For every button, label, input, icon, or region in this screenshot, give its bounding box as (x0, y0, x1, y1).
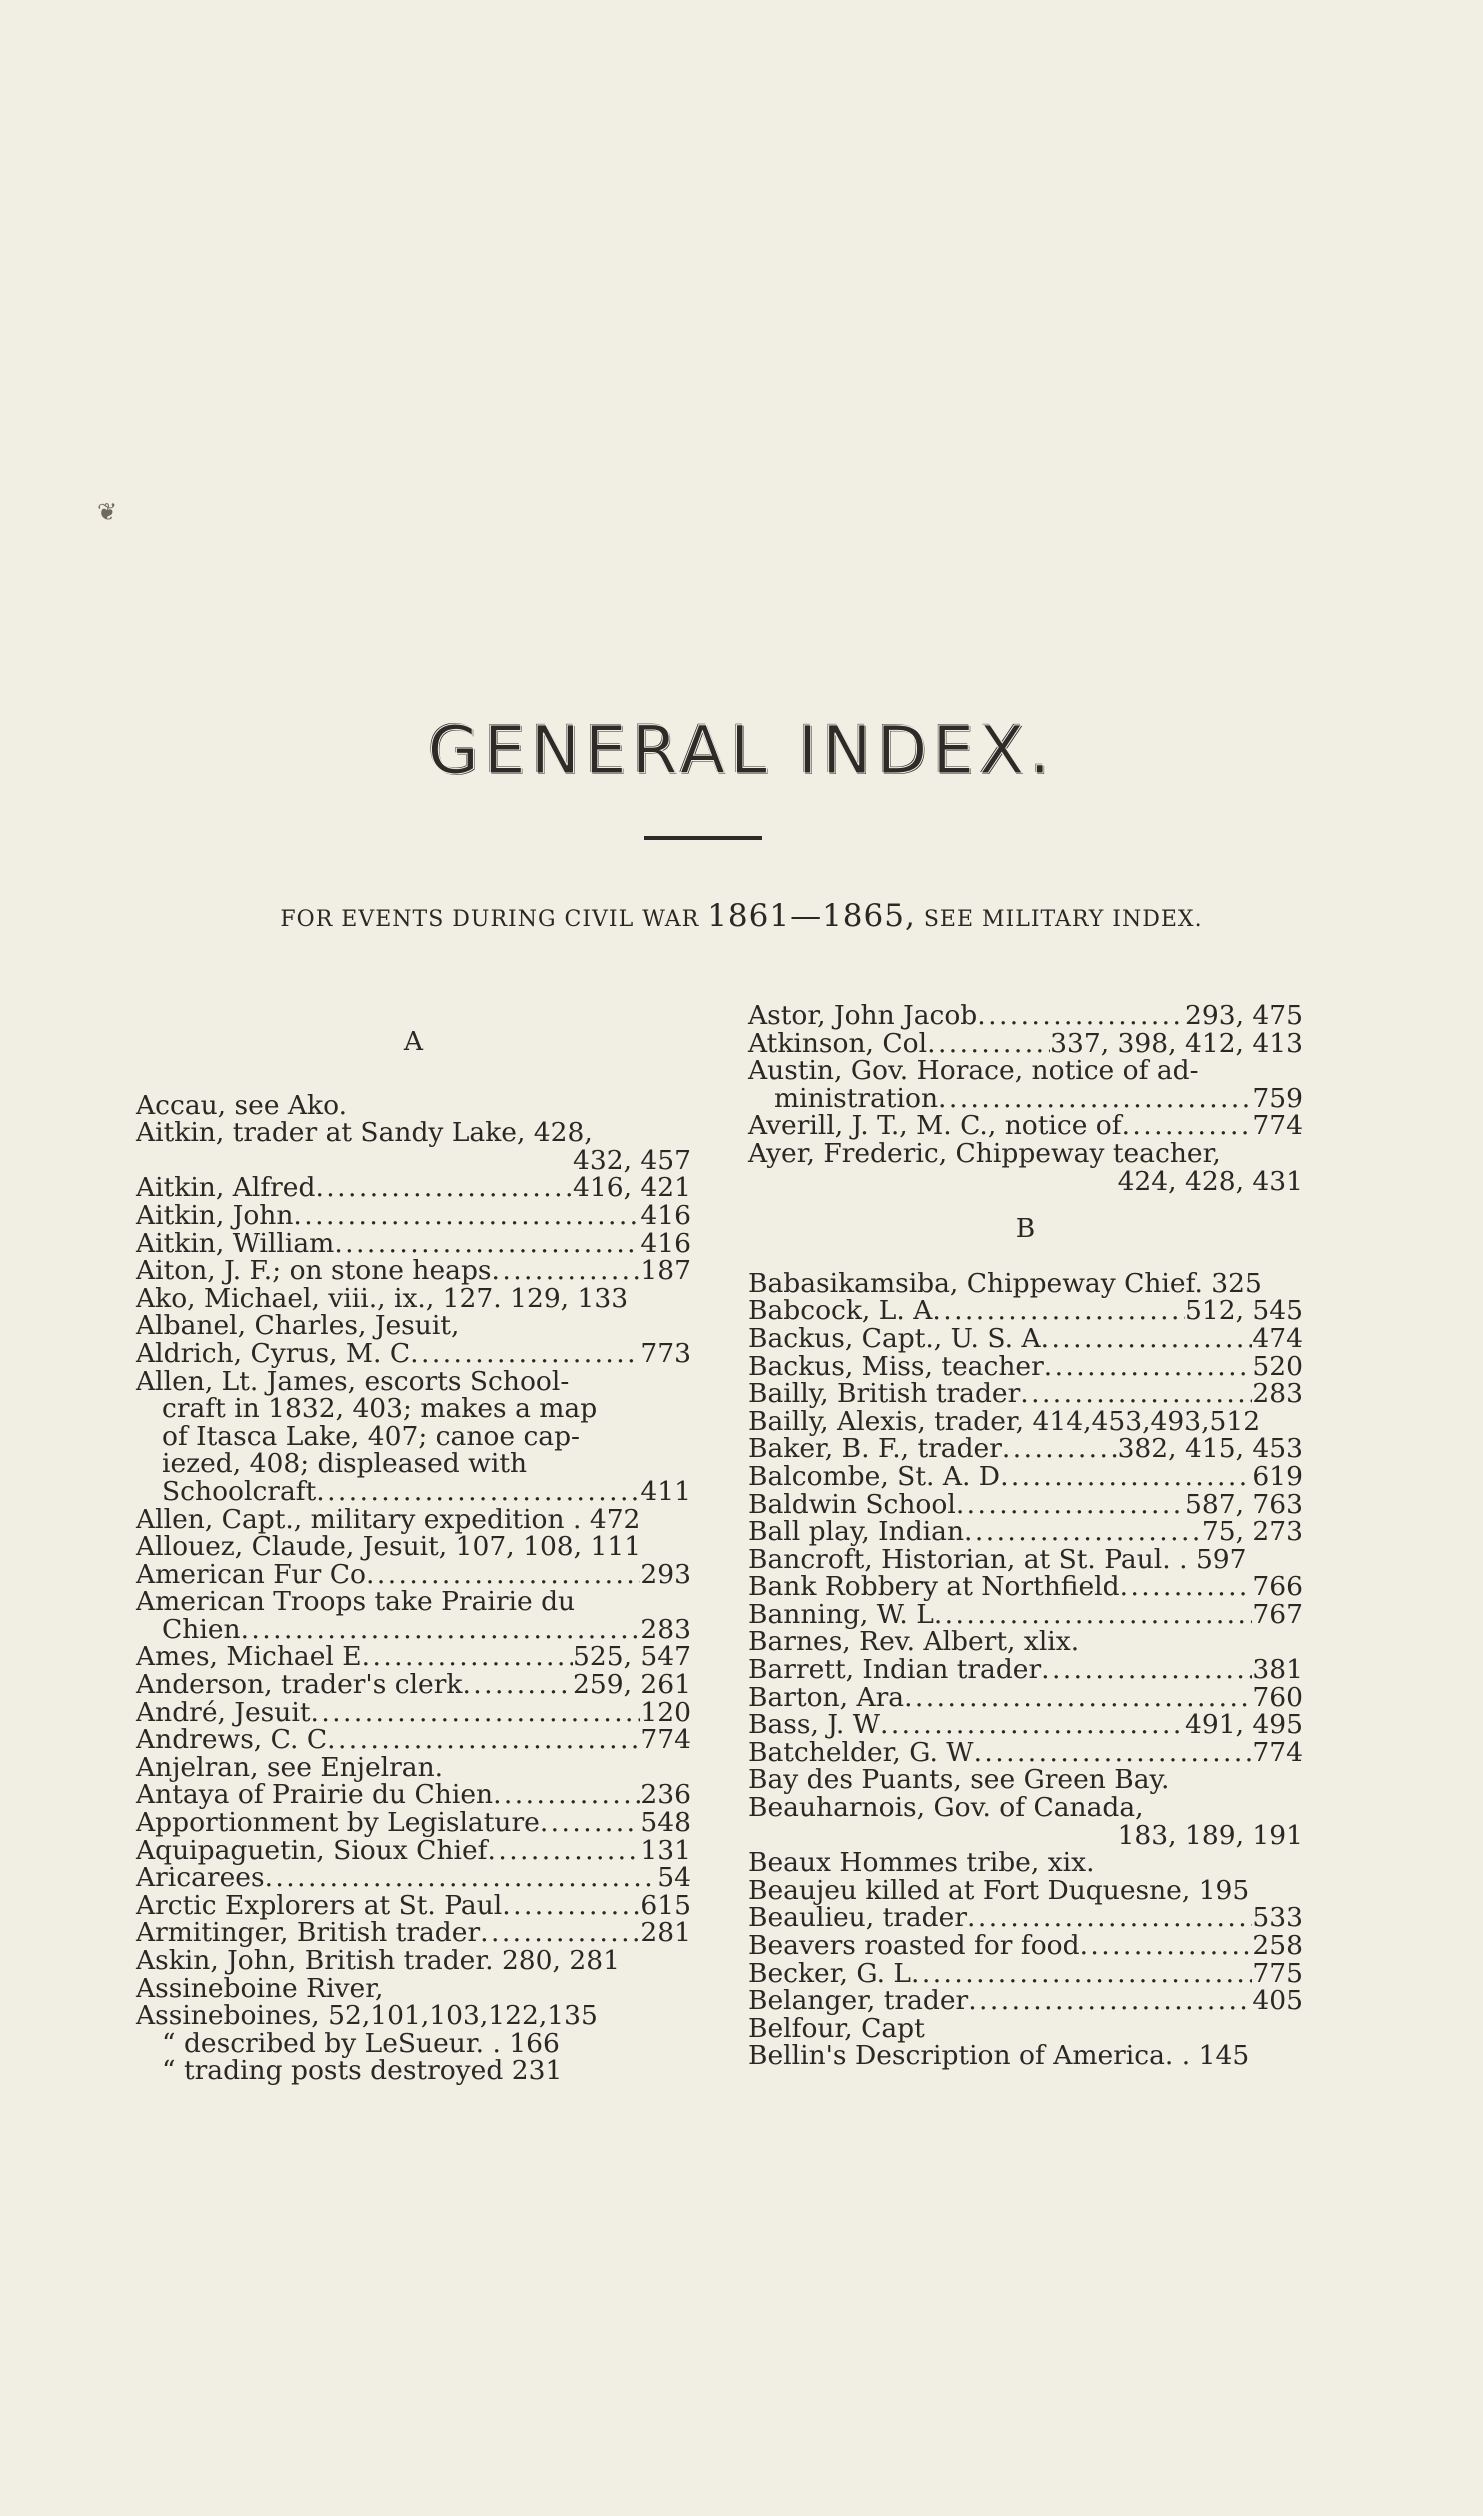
entry-pages: 337, 398, 412, 413 (1050, 1027, 1303, 1059)
index-entry (136, 1781, 691, 1809)
entry-pages: 759 (1252, 1082, 1303, 1114)
index-entry (748, 1002, 1303, 1030)
index-entry (748, 1932, 1303, 1960)
entry-term: Backus, Capt., U. S. A (748, 1322, 1041, 1354)
dot-leader (1002, 1435, 1118, 1463)
entry-term: André, Jesuit (136, 1696, 311, 1728)
dot-leader (362, 1643, 573, 1671)
entry-term: Apportionment by Legislature (136, 1807, 540, 1839)
entry-term: Aiton, J. F.; on stone heaps (136, 1255, 492, 1287)
dot-leader (932, 1297, 1185, 1325)
dot-leader (1080, 1932, 1253, 1960)
dot-leader (1020, 1380, 1252, 1408)
dot-leader (315, 1174, 573, 1202)
entry-list (748, 1002, 1303, 1195)
index-entry (748, 1380, 1303, 1408)
entry-pages: 259, 261 (572, 1669, 691, 1701)
dot-leader (480, 1919, 640, 1947)
dot-leader (956, 1491, 1185, 1519)
index-entry: Bancroft, Historian, at St. Paul. . 597 (748, 1543, 1247, 1575)
entry-term: Beaulieu, trader (748, 1902, 968, 1934)
entry-pages: 131 (640, 1834, 691, 1866)
entry-term: Armitinger, British trader (136, 1917, 481, 1949)
note-prefix: FOR EVENTS DURING CIVIL WAR (280, 907, 700, 932)
ornament-mark: ❦ (97, 498, 118, 526)
dot-leader (1044, 1353, 1253, 1381)
entry-term: Bass, J. W (748, 1709, 880, 1741)
entry-term: Ball play, Indian (748, 1516, 965, 1548)
entry-term: Banning, W. L (748, 1598, 934, 1630)
index-entry: Babasikamsiba, Chippeway Chief. 325 (748, 1267, 1262, 1299)
entry-pages: 281 (640, 1917, 691, 1949)
index-entry (136, 1643, 691, 1671)
index-entry (748, 1488, 1303, 1520)
dot-leader (904, 1684, 1252, 1712)
dot-leader (974, 1739, 1253, 1767)
entry-pages: 416 (640, 1227, 691, 1259)
dot-leader (934, 1601, 1253, 1629)
entry-term: Baldwin School (748, 1488, 956, 1520)
note-years: 1861—1865, (707, 898, 916, 934)
title-rule (644, 836, 762, 840)
entry-term: Aitkin, William (136, 1227, 335, 1259)
index-entry (136, 1889, 691, 1921)
entry-pages: 258 (1252, 1930, 1303, 1961)
entry-pages: 416, 421 (572, 1172, 691, 1204)
index-entry: Belfour, Capt (748, 2012, 925, 2044)
entry-term: Bailly, British trader (748, 1378, 1021, 1410)
index-entry (136, 1919, 691, 1947)
entry-pages: 774 (1252, 1736, 1303, 1768)
entry-term: Batchelder, G. W (748, 1736, 974, 1768)
index-entry (748, 1904, 1303, 1932)
index-entry (748, 1435, 1303, 1463)
index-entry: Albanel, Charles, Jesuit, (136, 1310, 460, 1342)
entry-pages: 587, 763 (1184, 1488, 1303, 1520)
entry-list (748, 1267, 1303, 2072)
index-entry: Bellin's Description of America. . 145 (748, 2040, 1250, 2072)
index-entry: Aitkin, trader at Sandy Lake, 428, (136, 1117, 593, 1149)
dot-leader (1000, 1463, 1252, 1491)
entry-term: Becker, G. L (748, 1957, 912, 1989)
index-entry (136, 1834, 691, 1866)
entry-pages: 773 (640, 1337, 691, 1369)
entry-term: Aitkin, John (136, 1199, 294, 1231)
dot-leader (1041, 1325, 1253, 1353)
entry-list (136, 1089, 691, 2087)
index-entry (748, 1681, 1303, 1713)
index-entry: iezed, 408; displeased with (162, 1448, 528, 1480)
index-entry: Bailly, Alexis, trader, 414,453,493,512 (748, 1405, 1261, 1437)
entry-term: Barton, Ara (748, 1681, 905, 1713)
entry-pages: 283 (1252, 1378, 1303, 1410)
entry-pages: 405 (1252, 1985, 1303, 2017)
index-entry: Ayer, Frederic, Chippeway teacher, (748, 1137, 1221, 1169)
index-entry (136, 1613, 691, 1645)
entry-term: Beavers roasted for food (748, 1930, 1080, 1961)
index-entry (748, 1112, 1303, 1140)
index-entry (748, 1460, 1303, 1492)
index-entry (136, 1809, 691, 1837)
entry-term: Schoolcraft (162, 1475, 317, 1507)
index-entry (136, 1257, 691, 1285)
entry-pages: 187 (640, 1255, 691, 1287)
index-entry: American Troops take Prairie du (136, 1586, 576, 1618)
entry-term: Aitkin, Alfred (136, 1172, 316, 1204)
index-entry: Allen, Lt. James, escorts School- (136, 1365, 570, 1397)
entry-pages: 75, 273 (1201, 1516, 1303, 1548)
dot-leader (265, 1864, 658, 1892)
entry-pages: 766 (1252, 1571, 1303, 1603)
index-entry: Assineboine River, (136, 1972, 384, 2004)
entry-term: ministration (774, 1082, 939, 1114)
index-entry: Askin, John, British trader. 280, 281 (136, 1945, 620, 1976)
dot-leader (316, 1478, 640, 1506)
dot-leader (366, 1561, 640, 1589)
section-letter-b: B (1015, 1213, 1036, 1245)
dot-leader (462, 1671, 573, 1699)
entry-pages: 533 (1252, 1902, 1303, 1934)
dot-leader (1122, 1112, 1253, 1140)
index-entry: “ trading posts destroyed 231 (162, 2055, 563, 2087)
dot-leader (1041, 1656, 1252, 1684)
dot-leader (293, 1202, 640, 1230)
entry-pages: 775 (1252, 1957, 1303, 1989)
index-entry: Austin, Gov. Horace, notice of ad- (748, 1055, 1199, 1087)
section-letter-a: A (403, 1026, 424, 1057)
dot-leader (1120, 1573, 1253, 1601)
dot-leader (968, 1987, 1252, 2015)
index-entry: craft in 1832, 403; makes a map (162, 1393, 598, 1425)
index-entry: 424, 428, 431 (1117, 1165, 1303, 1197)
entry-term: Bank Robbery at Northfield (748, 1571, 1120, 1603)
entry-term: Ames, Michael E (136, 1641, 362, 1673)
index-entry (748, 1736, 1303, 1768)
index-entry: 183, 189, 191 (1117, 1819, 1303, 1851)
entry-pages: 512, 545 (1184, 1295, 1303, 1327)
cross-reference-note (0, 898, 1483, 934)
dot-leader (880, 1711, 1185, 1739)
index-entry (748, 1297, 1303, 1325)
dot-leader (502, 1892, 640, 1920)
index-entry (748, 1987, 1303, 2015)
index-entry: Beaux Hommes tribe, xix. (748, 1847, 1095, 1879)
entry-pages: 760 (1252, 1681, 1303, 1713)
index-entry (748, 1518, 1303, 1546)
dot-leader (964, 1518, 1202, 1546)
dot-leader (493, 1781, 640, 1809)
index-column-right (748, 1002, 1303, 2070)
index-entry (136, 1671, 691, 1699)
index-entry (136, 1199, 691, 1231)
index-entry (748, 1957, 1303, 1989)
entry-pages: 767 (1252, 1598, 1303, 1630)
entry-term: Backus, Miss, teacher (748, 1350, 1044, 1382)
entry-pages: 774 (640, 1724, 691, 1756)
entry-pages: 525, 547 (572, 1641, 691, 1673)
entry-pages: 520 (1252, 1350, 1303, 1382)
entry-pages: 774 (1252, 1110, 1303, 1142)
index-entry: Allen, Capt., military expedition . 472 (136, 1503, 641, 1535)
entry-term: Antaya of Prairie du Chien (136, 1779, 494, 1811)
index-entry (136, 1475, 691, 1507)
index-entry (748, 1350, 1303, 1382)
index-entry: Bay des Puants, see Green Bay. (748, 1764, 1170, 1796)
index-entry: Beaujeu killed at Fort Duquesne, 195 (748, 1874, 1250, 1906)
entry-pages: 54 (657, 1862, 691, 1894)
entry-term: Aricarees (136, 1862, 265, 1894)
dot-leader (241, 1616, 641, 1644)
entry-pages: 416 (640, 1199, 691, 1231)
entry-pages: 474 (1252, 1322, 1303, 1354)
index-entry: Barnes, Rev. Albert, xlix. (748, 1626, 1080, 1658)
entry-term: Chien (162, 1613, 241, 1645)
entry-term: Astor, John Jacob (748, 1000, 978, 1031)
index-entry: Allouez, Claude, Jesuit, 107, 108, 111 (136, 1531, 642, 1563)
index-entry (748, 1656, 1303, 1684)
entry-pages: 615 (640, 1889, 691, 1921)
entry-term: Babcock, L. A (748, 1295, 933, 1327)
entry-term: Aquipaguetin, Sioux Chief (136, 1834, 488, 1866)
index-entry (136, 1726, 691, 1754)
entry-term: Averill, J. T., M. C., notice of (748, 1110, 1122, 1142)
index-entry (748, 1027, 1303, 1059)
index-entry (748, 1322, 1303, 1354)
dot-leader (911, 1960, 1252, 1988)
index-entry: “ described by LeSueur. . 166 (162, 2027, 560, 2059)
entry-pages: 293 (640, 1558, 691, 1590)
dot-leader (492, 1257, 641, 1285)
index-entry (748, 1598, 1303, 1630)
index-entry (136, 1558, 691, 1590)
entry-term: American Fur Co (136, 1558, 366, 1590)
entry-term: Aldrich, Cyrus, M. C (136, 1337, 411, 1369)
note-suffix: SEE MILITARY INDEX. (923, 907, 1203, 932)
entry-pages: 293, 475 (1184, 1000, 1303, 1031)
dot-leader (927, 1030, 1050, 1058)
dot-leader (488, 1837, 641, 1865)
index-entry: Ako, Michael, viii., ix., 127. 129, 133 (136, 1282, 629, 1314)
index-entry (136, 1864, 691, 1892)
entry-term: Barrett, Indian trader (748, 1654, 1042, 1686)
index-column-left (136, 998, 691, 2085)
dot-leader (967, 1904, 1252, 1932)
entry-pages: 120 (640, 1696, 691, 1728)
index-entry (136, 1174, 691, 1202)
index-entry (136, 1696, 691, 1728)
entry-term: Atkinson, Col (748, 1027, 928, 1059)
entry-pages: 381 (1252, 1654, 1303, 1686)
dot-leader (327, 1726, 640, 1754)
entry-pages: 548 (640, 1807, 691, 1839)
entry-term: Baker, B. F., trader (748, 1433, 1002, 1465)
entry-term: Belanger, trader (748, 1985, 969, 2017)
entry-term: Arctic Explorers at St. Paul (136, 1889, 503, 1921)
entry-pages: 283 (640, 1613, 691, 1645)
entry-pages: 236 (640, 1779, 691, 1811)
entry-pages: 619 (1252, 1460, 1303, 1492)
dot-leader (938, 1085, 1252, 1113)
index-entry: 432, 457 (572, 1144, 691, 1176)
entry-pages: 411 (640, 1475, 691, 1507)
index-entry (136, 1227, 691, 1259)
index-entry (748, 1082, 1303, 1114)
dot-leader (977, 1002, 1185, 1030)
index-entry: of Itasca Lake, 407; canoe cap- (162, 1420, 581, 1452)
index-entry (136, 1337, 691, 1369)
entry-term: Balcombe, St. A. D (748, 1460, 1001, 1492)
index-entry: Anjelran, see Enjelran. (136, 1751, 444, 1783)
entry-term: Andrews, C. C (136, 1724, 328, 1756)
dot-leader (334, 1230, 640, 1258)
index-entry (748, 1711, 1303, 1739)
index-entry (748, 1573, 1303, 1601)
index-entry: Beauharnois, Gov. of Canada, (748, 1792, 1144, 1824)
entry-pages: 382, 415, 453 (1117, 1433, 1303, 1465)
page-title: GENERAL INDEX. (427, 712, 1056, 789)
dot-leader (310, 1699, 640, 1727)
dot-leader (540, 1809, 641, 1837)
entry-pages: 491, 495 (1184, 1709, 1303, 1741)
entry-term: Anderson, trader's clerk (136, 1669, 463, 1701)
index-entry: Accau, see Ako. (136, 1089, 348, 1121)
dot-leader (410, 1340, 640, 1368)
index-entry: Assineboines, 52,101,103,122,135 (136, 2000, 598, 2032)
